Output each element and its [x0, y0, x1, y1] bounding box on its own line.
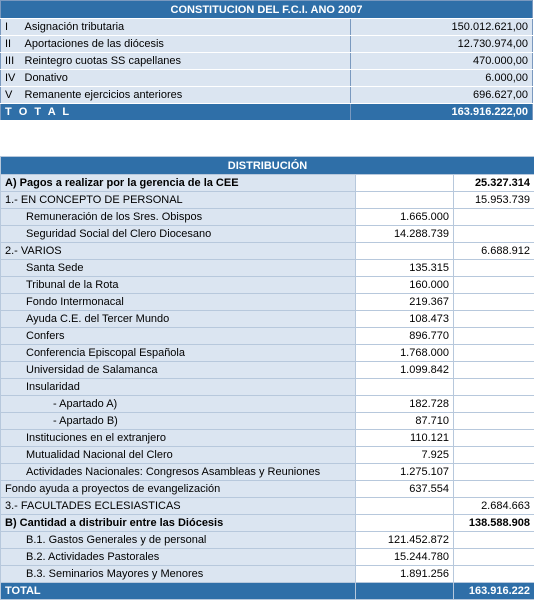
- row-value: 12.730.974,00: [351, 36, 533, 53]
- row-label: Fondo ayuda a proyectos de evangelización: [1, 481, 356, 498]
- row-subtotal: 182.728: [356, 396, 454, 413]
- row-label: Fondo Intermonacal: [1, 294, 356, 311]
- table-row: [1, 70, 533, 87]
- row-total: 138.588.908: [454, 515, 534, 532]
- row-subtotal: [356, 379, 454, 396]
- row-total: [454, 447, 534, 464]
- row-subtotal: 110.121: [356, 430, 454, 447]
- row-value: 696.627,00: [351, 87, 533, 104]
- total-row: [1, 104, 533, 121]
- row-label: Insularidad: [1, 379, 356, 396]
- table-row: [1, 566, 534, 583]
- table-row: [1, 294, 534, 311]
- table-row: [1, 515, 534, 532]
- table-row: [1, 447, 534, 464]
- row-subtotal: 135.315: [356, 260, 454, 277]
- row-total: [454, 328, 534, 345]
- table-row: [1, 87, 533, 104]
- row-roman: IV: [1, 70, 21, 87]
- row-label: B.2. Actividades Pastorales: [1, 549, 356, 566]
- row-label: Aportaciones de las diócesis: [21, 36, 351, 53]
- row-roman: V: [1, 87, 21, 104]
- row-total: [454, 260, 534, 277]
- distribucion-table: [0, 156, 534, 600]
- table-row: [1, 36, 533, 53]
- row-subtotal: [356, 498, 454, 515]
- row-value: 470.000,00: [351, 53, 533, 70]
- row-subtotal: 108.473: [356, 311, 454, 328]
- row-roman: III: [1, 53, 21, 70]
- table-row: [1, 498, 534, 515]
- row-roman: I: [1, 19, 21, 36]
- row-label: Donativo: [21, 70, 351, 87]
- distribucion-title: DISTRIBUCIÓN: [1, 157, 534, 175]
- row-total: [454, 532, 534, 549]
- constitucion-table: [0, 0, 533, 121]
- row-label: Conferencia Episcopal Española: [1, 345, 356, 362]
- row-total: [454, 481, 534, 498]
- row-label: B.1. Gastos Generales y de personal: [1, 532, 356, 549]
- row-label: B) Cantidad a distribuir entre las Diócesis: [1, 515, 356, 532]
- table-row: [1, 243, 534, 260]
- row-subtotal: 121.452.872: [356, 532, 454, 549]
- row-label: - Apartado B): [1, 413, 356, 430]
- row-total: [454, 294, 534, 311]
- row-subtotal: 637.554: [356, 481, 454, 498]
- total-value: 163.916.222,00: [351, 104, 533, 121]
- row-label: Confers: [1, 328, 356, 345]
- row-subtotal: 1.768.000: [356, 345, 454, 362]
- row-total: [454, 226, 534, 243]
- row-label: 1.- EN CONCEPTO DE PERSONAL: [1, 192, 356, 209]
- row-subtotal: 896.770: [356, 328, 454, 345]
- row-label: Tribunal de la Rota: [1, 277, 356, 294]
- table-row: [1, 328, 534, 345]
- table-row: [1, 192, 534, 209]
- row-total: 6.688.912: [454, 243, 534, 260]
- table-row: [1, 549, 534, 566]
- row-total: [454, 464, 534, 481]
- row-label: Instituciones en el extranjero: [1, 430, 356, 447]
- table-row: [1, 345, 534, 362]
- table-row: [1, 532, 534, 549]
- total-label: T O T A L: [1, 104, 351, 121]
- row-subtotal: 87.710: [356, 413, 454, 430]
- row-label: Santa Sede: [1, 260, 356, 277]
- table-row: [1, 277, 534, 294]
- row-total: [454, 311, 534, 328]
- table-row: [1, 362, 534, 379]
- total-value: 163.916.222: [454, 583, 534, 600]
- row-subtotal: 14.288.739: [356, 226, 454, 243]
- row-subtotal: [356, 192, 454, 209]
- row-total: [454, 277, 534, 294]
- table-row: [1, 396, 534, 413]
- table-row: [1, 481, 534, 498]
- row-label: Asignación tributaria: [21, 19, 351, 36]
- row-label: - Apartado A): [1, 396, 356, 413]
- row-value: 6.000,00: [351, 70, 533, 87]
- total-label: TOTAL: [1, 583, 356, 600]
- table-row: [1, 430, 534, 447]
- table-row: [1, 19, 533, 36]
- row-label: Ayuda C.E. del Tercer Mundo: [1, 311, 356, 328]
- table-row: [1, 209, 534, 226]
- row-subtotal: [356, 243, 454, 260]
- row-total: [454, 396, 534, 413]
- row-total: [454, 566, 534, 583]
- table-row: [1, 464, 534, 481]
- row-subtotal: 1.099.842: [356, 362, 454, 379]
- row-total: [454, 413, 534, 430]
- total-row: [1, 583, 534, 600]
- row-value: 150.012.621,00: [351, 19, 533, 36]
- table-row: [1, 379, 534, 396]
- row-subtotal: 7.925: [356, 447, 454, 464]
- row-label: B.3. Seminarios Mayores y Menores: [1, 566, 356, 583]
- row-label: Remanente ejercicios anteriores: [21, 87, 351, 104]
- row-label: Reintegro cuotas SS capellanes: [21, 53, 351, 70]
- table-row: [1, 260, 534, 277]
- table-row: [1, 413, 534, 430]
- row-label: 3.- FACULTADES ECLESIASTICAS: [1, 498, 356, 515]
- row-label: Seguridad Social del Clero Diocesano: [1, 226, 356, 243]
- row-label: A) Pagos a realizar por la gerencia de la CEE: [1, 175, 356, 192]
- row-roman: II: [1, 36, 21, 53]
- row-total: 15.953.739: [454, 192, 534, 209]
- row-total: [454, 362, 534, 379]
- table-row: [1, 311, 534, 328]
- row-total: 2.684.663: [454, 498, 534, 515]
- row-total: [454, 379, 534, 396]
- row-label: 2.- VARIOS: [1, 243, 356, 260]
- row-total: 25.327.314: [454, 175, 534, 192]
- row-subtotal: 15.244.780: [356, 549, 454, 566]
- table-row: [1, 53, 533, 70]
- row-label: Universidad de Salamanca: [1, 362, 356, 379]
- row-subtotal: 1.891.256: [356, 566, 454, 583]
- row-total: [454, 430, 534, 447]
- constitucion-title: CONSTITUCION DEL F.C.I. ANO 2007: [1, 1, 533, 19]
- row-subtotal: [356, 515, 454, 532]
- row-subtotal: [356, 175, 454, 192]
- row-total: [454, 549, 534, 566]
- row-subtotal: 160.000: [356, 277, 454, 294]
- row-total: [454, 345, 534, 362]
- row-subtotal: 219.367: [356, 294, 454, 311]
- row-subtotal: 1.665.000: [356, 209, 454, 226]
- table-row: [1, 175, 534, 192]
- row-label: Mutualidad Nacional del Clero: [1, 447, 356, 464]
- row-total: [454, 209, 534, 226]
- total-empty: [356, 583, 454, 600]
- row-subtotal: 1.275.107: [356, 464, 454, 481]
- row-label: Remuneración de los Sres. Obispos: [1, 209, 356, 226]
- row-label: Actividades Nacionales: Congresos Asambleas y Reuniones: [1, 464, 356, 481]
- table-row: [1, 226, 534, 243]
